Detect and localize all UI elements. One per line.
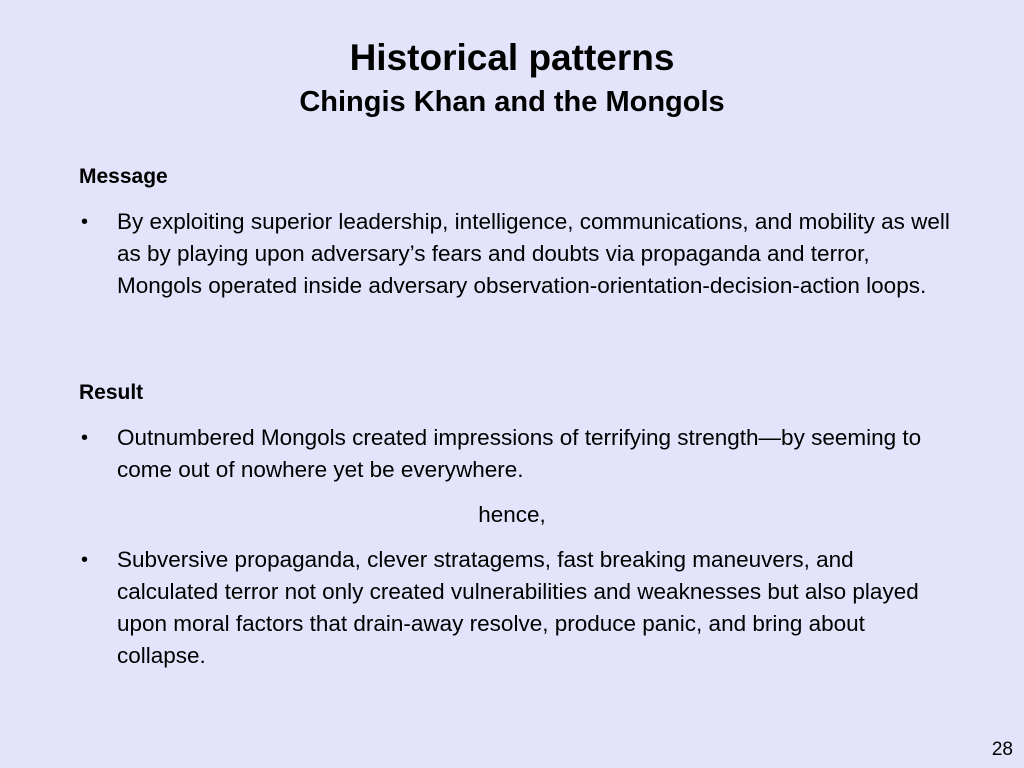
slide-subtitle: Chingis Khan and the Mongols	[299, 86, 725, 118]
slide-title: Historical patterns	[349, 37, 675, 78]
connector-text: hence,	[478, 502, 546, 527]
message-heading: Message	[79, 165, 168, 188]
result-heading: Result	[79, 381, 144, 404]
bullet-icon: •	[81, 211, 89, 233]
page-number: 28	[991, 739, 1013, 760]
result-bullet-2-text: Subversive propaganda, clever stratagems, fast breaking maneuvers, and calculated terror not only created vulnerabilities and weaknesses but also played upon moral factors that drain-away resolve, produce panic, and bring about collapse.	[117, 547, 919, 668]
result-bullet-1-text: Outnumbered Mongols created impressions of terrifying strength—by seeming to come out of nowhere yet be everywhere.	[117, 425, 922, 482]
bullet-icon: •	[81, 427, 89, 449]
message-bullet-text: By exploiting superior leadership, intelligence, communications, and mobility as well as by playing upon adversary’s fears and doubts via propaganda and terror, Mongols operated inside adversary observation-orientation-decision-action loops.	[117, 209, 950, 298]
bullet-icon: •	[81, 549, 89, 571]
